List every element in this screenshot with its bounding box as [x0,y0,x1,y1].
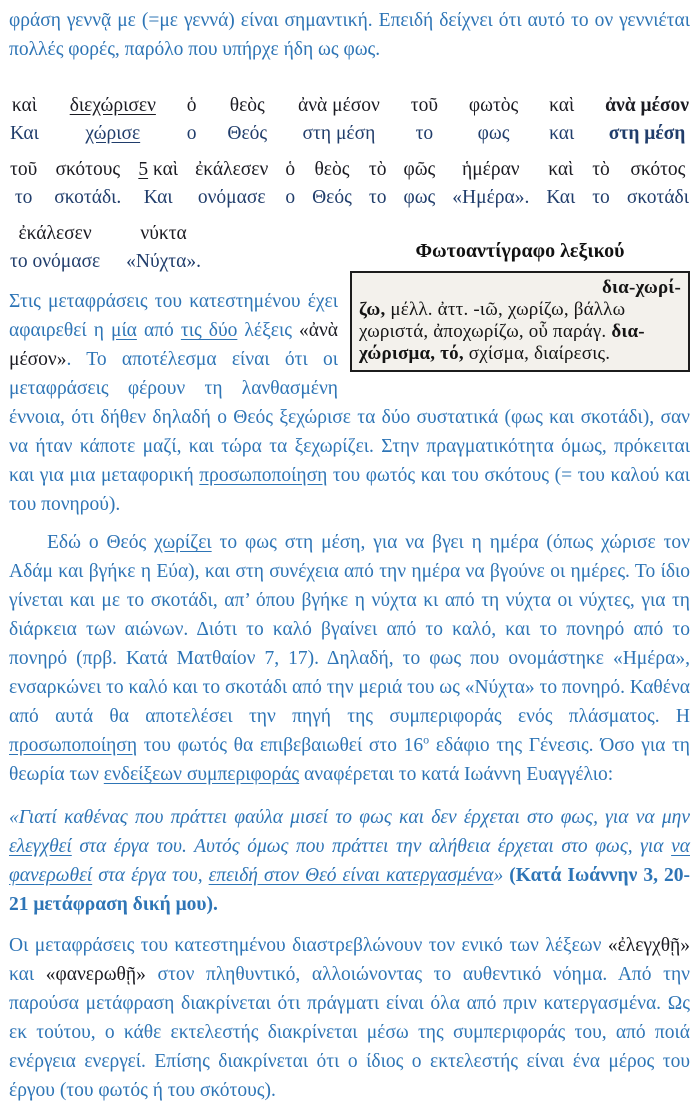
lexicon-section [9,222,690,519]
scripture-quote: «Γιατί καθένας που πράττει φαύλα μισεί το φως και δεν έρχεται στο φως, για να μην ελεγχθεί στα έργα του. Αυτός όμως που πράττει την αλήθεια έρχεται στο φως, για να φανερωθεί στα έργα του, επειδή στον Θεό είναι κατεργασμένα» (Κατά Ιωάννην 3, 20-21 μετάφραση δική μου). [9,807,690,915]
interlinear-cell [452,158,529,209]
lexicon-line: δια-χωρί- [602,277,681,298]
modern-word: Θεός [312,187,352,208]
modern-word: το ονόμασε [10,251,101,272]
interlinear-cell [411,94,438,145]
interlinear-cell [54,158,121,209]
interlinear-cell [312,158,352,209]
ancient-word: φωτὸς [468,95,519,116]
interlinear-cell [10,222,100,273]
modern-word: ο [186,123,197,144]
modern-word: σκοτάδι. [54,187,122,208]
lexicon-scan-box [350,271,690,372]
modern-word: το [592,187,610,208]
ancient-word: νύκτα [140,223,187,244]
lexicon-line: χώρισμα, τό, σχίσμα, διαίρεσις. [359,343,611,364]
commentary-paragraph-1: Στις μεταφράσεις του κατεστημένου έχει αφαιρεθεί η μία από τις δύο λέξεις «ἀνὰ μέσον». Το αποτέλεσμα είναι ότι οι μεταφράσεις φέρουν τη λανθασμένη έννοια, ότι δήθεν δηλαδή ο Θεός ξεχώρισε τα δύο συστατικά (φως και σκοτάδι), σαν να ήταν κάποτε μαζί, και τώρα τα ξεχωρίζει. Στην πραγματικότητα όμως, πρόκειται και για μια μεταφορική προσωποποίηση του φωτός και του σκότους (= του καλού και του πονηρού). [9,291,690,515]
ancient-word: καὶ [11,95,37,116]
interlinear-cell [546,158,575,209]
interlinear-block-2 [10,158,689,209]
interlinear-cell [10,94,39,145]
interlinear-cell [469,94,518,145]
ancient-word: ὁ [285,159,296,180]
interlinear-cell [298,94,380,145]
modern-word: Θεός [227,123,268,144]
modern-word: Και [546,187,576,208]
interlinear-cell [227,94,267,145]
intro-paragraph: φράση γεννᾷ με (=με γεννά) είναι σημαντική. Επειδή δείχνει ότι αυτό το ον γεννιέται πολλές φορές, παρόλο που υπήρχε ήδη ως φως. [9,10,690,60]
interlinear-cell [627,158,689,209]
interlinear-cell [195,158,268,209]
interlinear-cell [605,94,689,145]
modern-word: Και [10,123,39,144]
modern-word: φως [403,187,436,208]
interlinear-cell [592,158,610,209]
ancient-word: σκότος [630,159,686,180]
ancient-word: φῶς [403,159,436,180]
modern-word: ονόμασε [197,187,266,208]
interlinear-cell [126,222,201,273]
ancient-word: καὶ [549,95,575,116]
lexicon-caption: Φωτοαντίγραφο λεξικού [415,240,625,262]
commentary-paragraph-2: Εδώ ο Θεός χωρίζει το φως στη μέση, για να βγει η ημέρα (όπως χώρισε τον Αδάμ και βγήκε η Εύα), και στη συνέχεια από την ημέρα να βγούνε οι ημέρες. Το ίδιο γίνεται και με το σκοτάδι, απ’ όπου βγήκε η νύχτα κι από τη νύχτα οι νύχτες, για τη διάρκεια των αιώνων. Διότι το καλό βγαίνει από το καλό, και το πονηρό από το πονηρό (πρβ. Κατά Ματθαίον 7, 17). Δηλαδή, το φως που ονομάστηκε «Ημέρα», ενσαρκώνει το καλό και το σκοτάδι από την μεριά του ως «Νύχτα» το πονηρό. Καθένα από αυτά θα αποτελέσει την πηγή της συμπεριφοράς ενός πλάσματος. Η προσωποποίηση του φωτός θα επιβεβαιωθεί στο $16^o$ εδάφιο της Γένεσις. Όσο για τη θεωρία των ενδείξεων συμπεριφοράς αναφέρεται το κατά Ιωάννη Ευαγγέλιο: [9,532,690,785]
interlinear-cell [403,158,435,209]
ancient-word: ὁ [186,95,197,116]
interlinear-cell [187,94,197,145]
ancient-word: ἀνὰ μέσον [298,95,380,116]
ancient-word: σκότους [55,159,121,180]
ancient-word: τὸ [368,159,387,180]
ancient-word: τὸ [592,159,610,180]
interlinear-cell [10,158,37,209]
commentary-paragraph-3: Οι μεταφράσεις του κατεστημένου διαστρεβλώνουν τον ενικό των λέξεων «ἐλεγχθῇ» και «φανερωθῇ» στον πληθυντικό, αλλοιώνοντας το αυθεντικό νόημα. Από την παρούσα μετάφραση διακρίνεται ότι πράγματι είναι όλα από πριν κατεργασμένα. Ως εκ τούτου, ο κάθε εκτελεστής διακρίνεται μέσω της συμπεριφοράς του, από ποιά ενέργεια ενεργεί. Επίσης διακρίνεται ότι ο ίδιος ο εκτελεστής είναι ένα μέρος του έργου (του φωτός ή του σκότους). [9,935,690,1101]
modern-word: σκοτάδι [626,187,689,208]
ancient-word: ἀνὰ μέσον [605,95,689,116]
modern-word: φως [477,123,510,144]
ancient-word: ἡμέραν [462,159,520,180]
modern-word: χώρισε [85,123,141,144]
modern-word: το [368,187,387,208]
ancient-word: ἐκάλεσεν [18,223,92,244]
ancient-word: τοῦ [410,95,438,116]
ancient-word: τοῦ [10,159,38,180]
lexicon-line: χωριστά, ἀποχωρίζω, οὗ παράγ. δια- [359,321,645,342]
modern-word: «Ημέρα». [452,187,530,208]
interlinear-cell [70,94,156,145]
modern-word: το [415,123,434,144]
ancient-word: καὶ [548,159,574,180]
interlinear-block-1 [10,94,689,145]
modern-word: «Νύχτα». [126,251,201,272]
interlinear-cell [285,158,295,209]
modern-word: το [14,187,33,208]
modern-word: ο [285,187,296,208]
lexicon-figure [350,222,690,372]
ancient-word: θεὸς [229,95,265,116]
interlinear-cell [138,158,178,209]
modern-word: στη μέση [302,123,376,144]
modern-word: στη μέση [608,123,686,144]
interlinear-cell [369,158,387,209]
interlinear-cell [549,94,574,145]
ancient-word: 5 καὶ [138,159,179,180]
modern-word: Και [143,187,173,208]
modern-word: και [549,123,575,144]
interlinear-block-3 [10,222,338,273]
ancient-word: ἐκάλεσεν [195,159,269,180]
lexicon-line: ζω, μέλλ. ἀττ. -ιῶ, χωρίζω, βάλλω [359,299,626,320]
ancient-word: θεὸς [314,159,350,180]
ancient-word: διεχώρισεν [69,95,156,116]
